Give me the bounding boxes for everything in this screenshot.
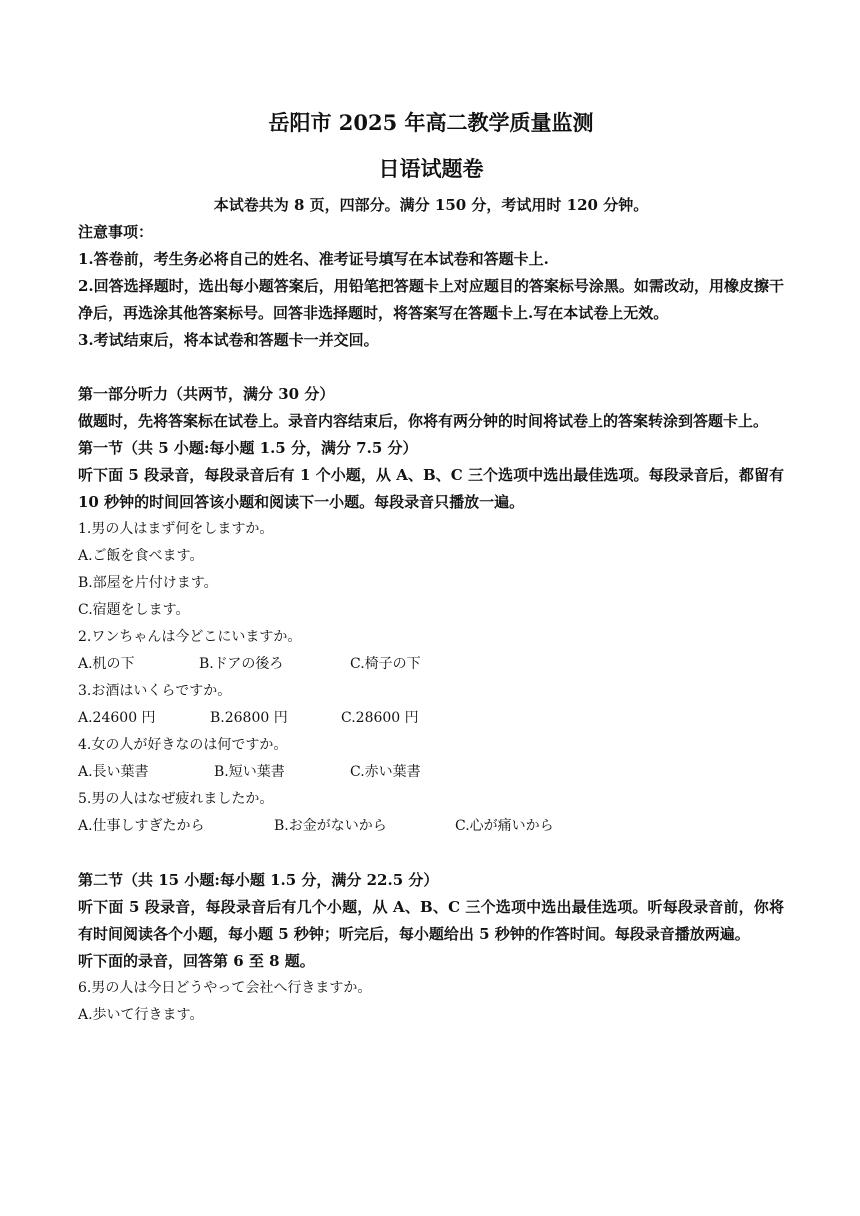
note-item-2: 2.回答选择题时，选出每小题答案后，用铅笔把答题卡上对应题目的答案标号涂黑。如需改动，用橡皮擦干净后，再选涂其他答案标号。回答非选择题时，将答案写在答题卡上.写在本试卷上无效。 <box>78 277 784 322</box>
question-4-options <box>78 759 784 786</box>
exam-page <box>78 108 784 1029</box>
question-3: 3.お酒はいくらですか。 <box>78 683 232 699</box>
question-6-option-a: A.歩いて行きます。 <box>78 1007 204 1023</box>
question-2-option-b: B.ドアの後ろ <box>199 656 284 672</box>
question-6: 6.男の人は今日どうやって会社へ行きますか。 <box>78 980 372 996</box>
exam-meta: 本试卷共为 8 页，四部分。满分 150 分，考试用时 120 分钟。 <box>213 196 649 214</box>
question-5-options <box>78 813 784 840</box>
question-4-option-b: B.短い葉書 <box>214 764 285 780</box>
question-2-option-a: A.机の下 <box>78 656 135 672</box>
exam-title: 岳阳市 2025 年高二教学质量监测 <box>268 110 594 135</box>
section1-instruction: 听下面 5 段录音，每段录音后有 1 个小题，从 A、B、C 三个选项中选出最佳选项。每段录音后，都留有 10 秒钟的时间回答该小题和阅读下一小题。每段录音只播放一遍。 <box>78 466 784 511</box>
question-1-option-a: A.ご飯を食べます。 <box>78 548 204 564</box>
notes-heading: 注意事项： <box>78 223 154 241</box>
question-3-options <box>78 705 784 732</box>
section1-heading: 第一节（共 5 小题:每小题 1.5 分，满分 7.5 分） <box>78 439 418 457</box>
question-1: 1.男の人はまず何をしますか。 <box>78 521 274 537</box>
note-item-1: 1.答卷前，考生务必将自己的姓名、准考证号填写在本试卷和答题卡上. <box>78 250 549 268</box>
question-4-option-c: C.赤い葉書 <box>350 764 421 780</box>
section2-heading: 第二节（共 15 小题:每小题 1.5 分，满分 22.5 分） <box>78 871 439 889</box>
question-5-option-c: C.心が痛いから <box>455 818 554 834</box>
question-4-option-a: A.長い葉書 <box>78 764 149 780</box>
group-heading: 听下面的录音，回答第 6 至 8 题。 <box>78 952 315 970</box>
question-1-option-b: B.部屋を片付けます。 <box>78 575 218 591</box>
question-1-option-c: C.宿題をします。 <box>78 602 190 618</box>
question-3-option-c: C.28600 円 <box>341 710 419 726</box>
question-4: 4.女の人が好きなのは何ですか。 <box>78 737 288 753</box>
question-5: 5.男の人はなぜ疲れましたか。 <box>78 791 274 807</box>
question-5-option-b: B.お金がないから <box>274 818 387 834</box>
question-5-option-a: A.仕事しすぎたから <box>78 818 205 834</box>
part1-instruction: 做题时，先将答案标在试卷上。录音内容结束后，你将有两分钟的时间将试卷上的答案转涂到答题卡上。 <box>78 412 769 430</box>
question-2: 2.ワンちゃんは今どこにいますか。 <box>78 629 302 645</box>
spacer <box>78 354 784 381</box>
question-3-option-a: A.24600 円 <box>78 710 156 726</box>
question-2-options <box>78 651 784 678</box>
part1-heading: 第一部分听力（共两节，满分 30 分） <box>78 385 335 403</box>
question-3-option-b: B.26800 円 <box>210 710 288 726</box>
question-2-option-c: C.椅子の下 <box>350 656 421 672</box>
exam-subtitle: 日语试题卷 <box>378 156 484 181</box>
spacer <box>78 840 784 867</box>
note-item-3: 3.考试结束后，将本试卷和答题卡一并交回。 <box>78 331 379 349</box>
section2-instruction: 听下面 5 段录音，每段录音后有几个小题，从 A、B、C 三个选项中选出最佳选项。听每段录音前，你将有时间阅读各个小题，每小题 5 秒钟；听完后，每小题给出 5 秒钟的作答时间。每段录音播放两遍。 <box>78 898 784 943</box>
